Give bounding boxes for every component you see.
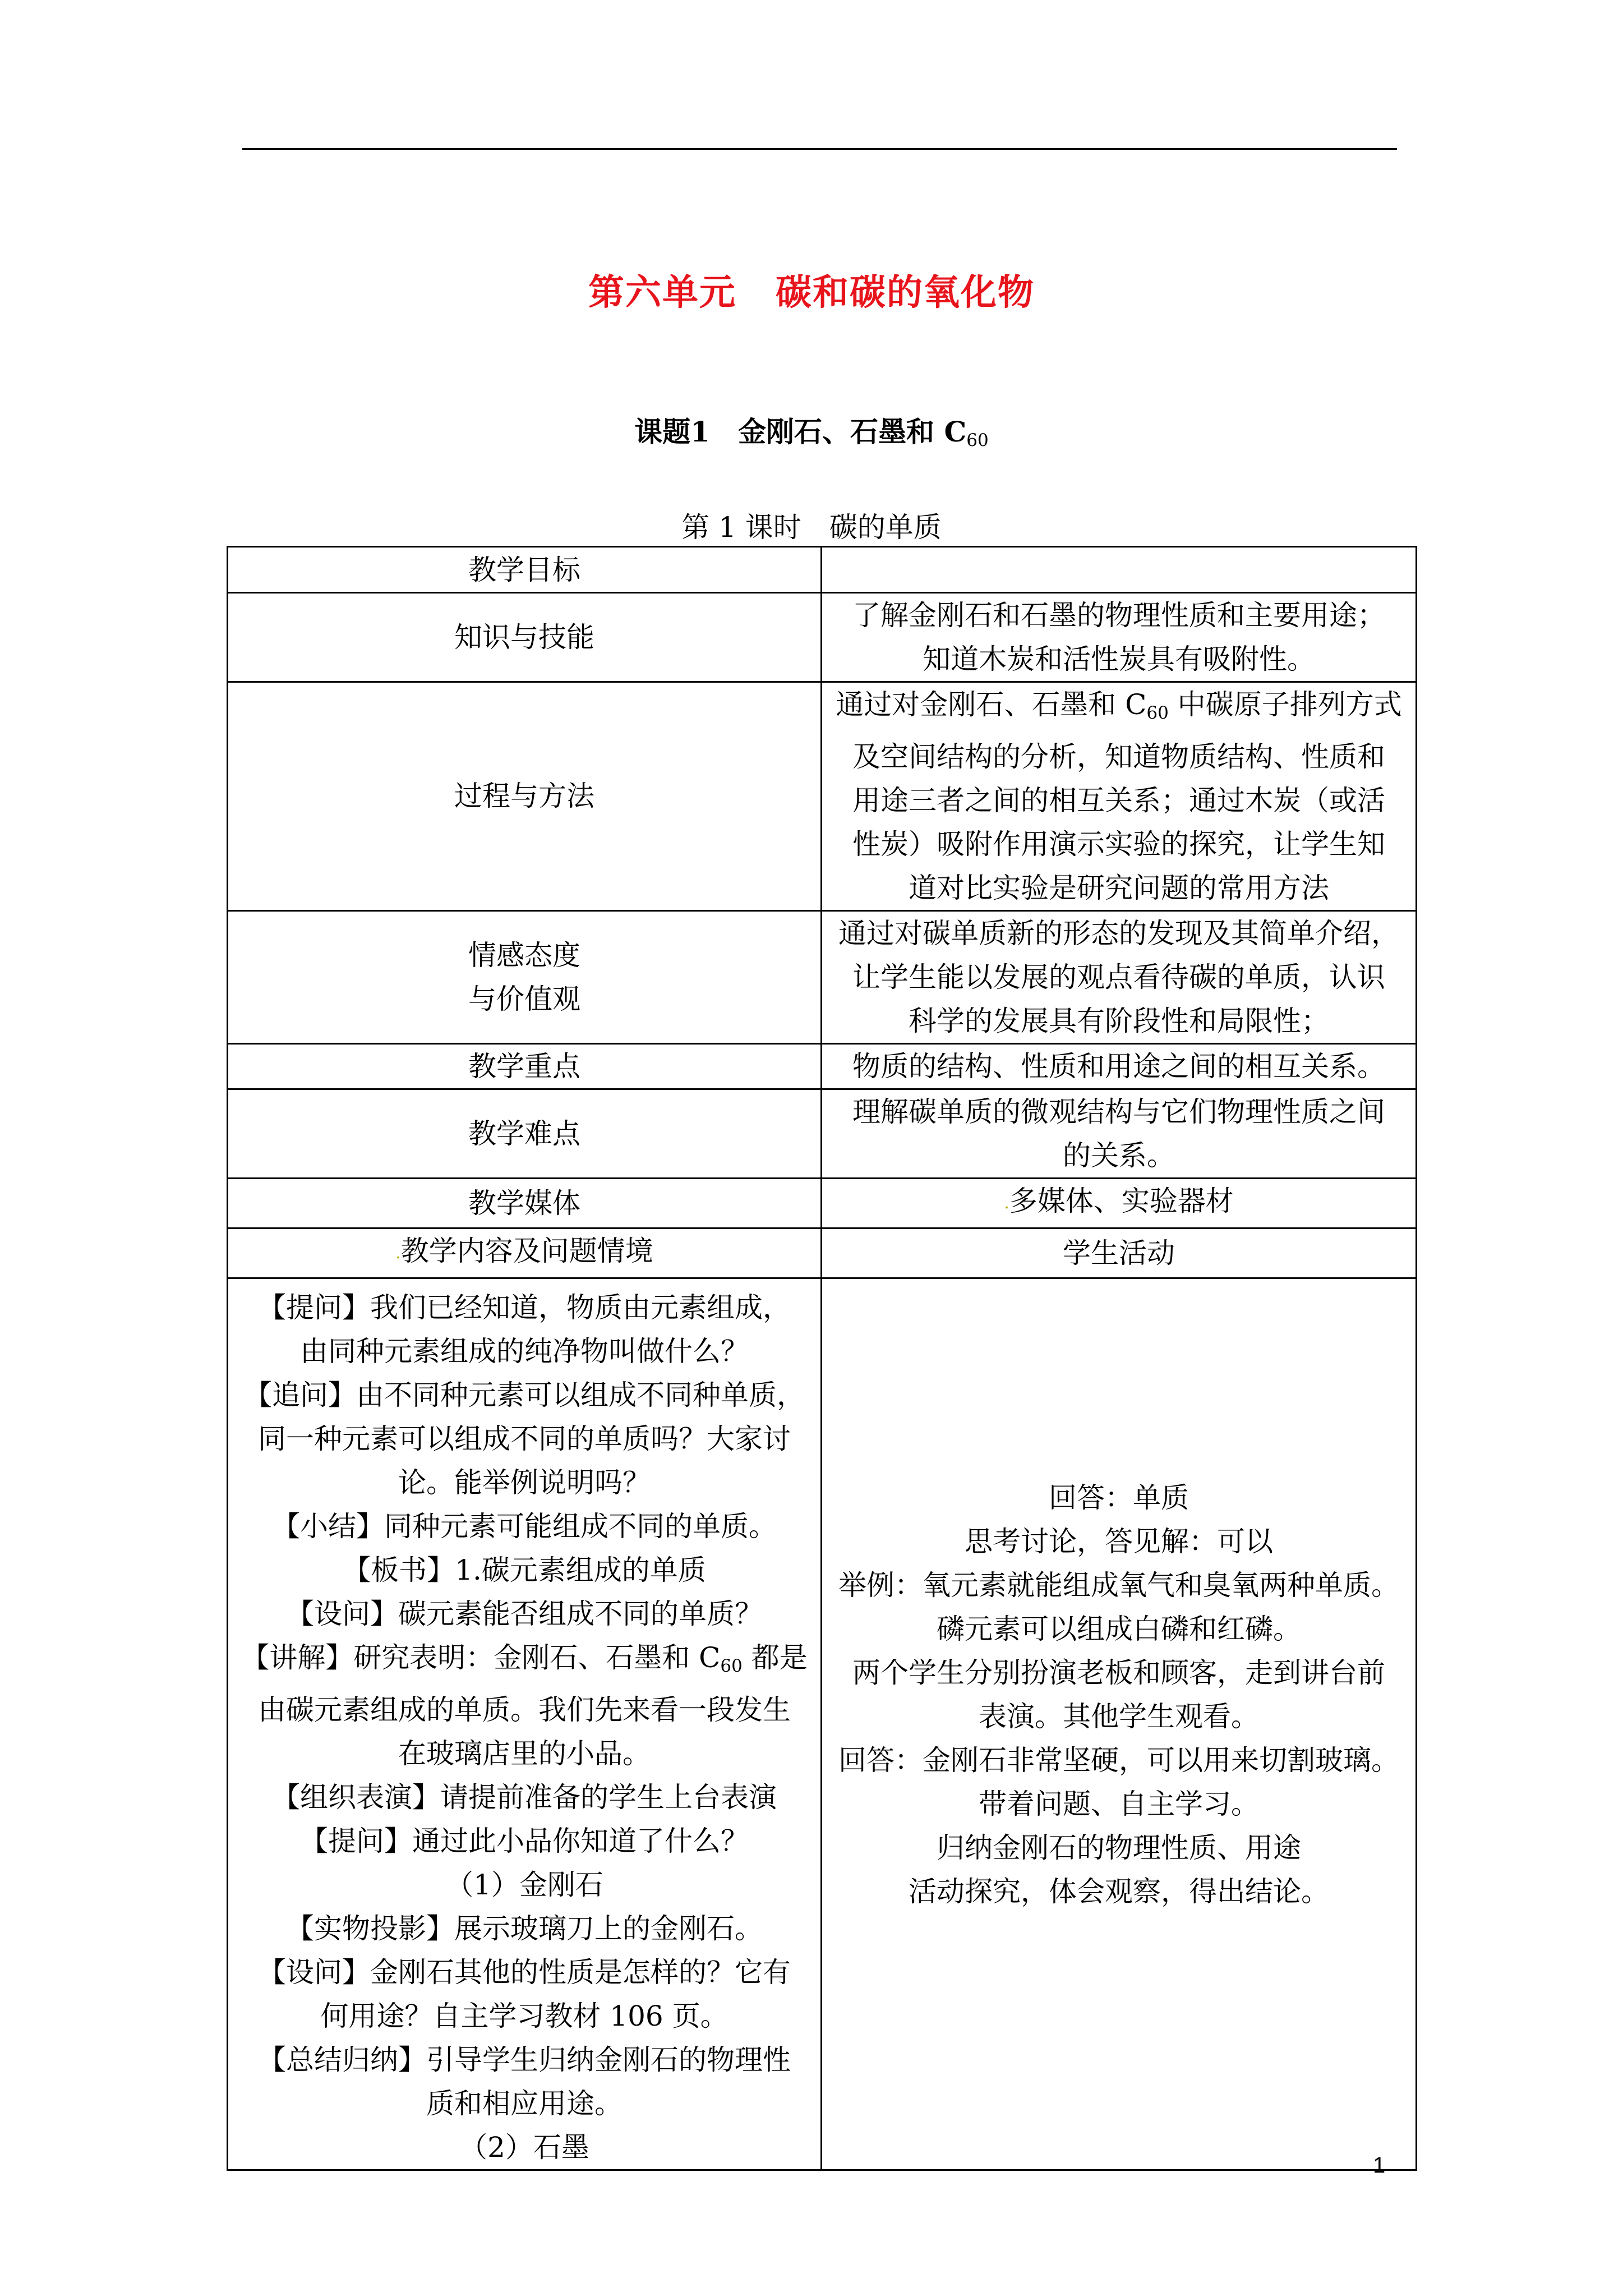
row-label — [228, 910, 822, 1043]
teacher-line-prefix: 【讲解】研究表明：金刚石、石墨和 C — [241, 1641, 721, 1674]
content-line: 理解碳单质的微观结构与它们物理性质之间 — [852, 1095, 1385, 1128]
student-line: 思考讨论，答见解：可以 — [965, 1525, 1273, 1558]
teacher-line: 【板书】1.碳元素组成的单质 — [343, 1553, 706, 1586]
student-line: 表演。其他学生观看。 — [979, 1700, 1259, 1733]
media-text: 多媒体、实验器材 — [1009, 1184, 1234, 1217]
teacher-line: （1）金刚石 — [445, 1868, 603, 1901]
teacher-line: 【追问】由不同种元素可以组成不同种单质， — [244, 1378, 805, 1411]
content-line: 了解金刚石和石墨的物理性质和主要用途； — [852, 599, 1385, 632]
row-content — [822, 1178, 1417, 1228]
content-line: 知道木炭和活性炭具有吸附性。 — [923, 643, 1315, 675]
table-row-activities — [228, 1278, 1417, 2170]
table-row-attitude — [228, 910, 1417, 1043]
content-line: 用途三者之间的相互关系；通过木炭（或活 — [852, 784, 1385, 817]
teacher-line-subscript: 60 — [720, 1655, 743, 1676]
lesson-prefix: 课题1 — [634, 415, 711, 448]
row-label: 教学媒体 — [228, 1178, 822, 1228]
period-heading — [0, 508, 1623, 547]
teacher-line-suffix: 都是 — [742, 1641, 808, 1674]
row-content — [822, 910, 1417, 1043]
decorative-dot: . — [1004, 1193, 1009, 1213]
row-label — [228, 1228, 822, 1278]
content-line: 让学生能以发展的观点看待碳的单质，认识 — [852, 960, 1385, 993]
label-line: 与价值观 — [468, 982, 580, 1015]
row-label: 教学难点 — [228, 1089, 822, 1178]
row-content — [822, 547, 1417, 593]
row-content: 学生活动 — [822, 1228, 1417, 1278]
teacher-line: 【提问】我们已经知道，物质由元素组成， — [258, 1291, 791, 1324]
content-line: 及空间结构的分析，知道物质结构、性质和 — [852, 740, 1385, 773]
teacher-content-cell — [228, 1278, 822, 2170]
unit-number: 第六单元 — [588, 272, 736, 314]
teacher-line: 【设问】金刚石其他的性质是怎样的？它有 — [258, 1955, 791, 1989]
teacher-line: 【实物投影】展示玻璃刀上的金刚石。 — [286, 1912, 763, 1945]
teacher-line: 何用途？自主学习教材 106 页。 — [320, 1999, 728, 2032]
row-label: 教学目标 — [228, 547, 822, 593]
teacher-line: 质和相应用途。 — [426, 2087, 623, 2120]
table-row-media — [228, 1178, 1417, 1228]
decorative-dot: . — [395, 1243, 401, 1263]
table-row-process — [228, 682, 1417, 911]
table-row-knowledge — [228, 593, 1417, 682]
lesson-plan-table — [227, 546, 1417, 2171]
period-topic: 碳的单质 — [829, 511, 942, 544]
teacher-line: （2）石墨 — [459, 2131, 589, 2164]
teacher-line — [238, 1636, 810, 1688]
teacher-line: 【设问】碳元素能否组成不同的单质？ — [286, 1597, 763, 1630]
content-line: 通过对碳单质新的形态的发现及其简单介绍， — [838, 917, 1399, 950]
student-line: 归纳金刚石的物理性质、用途 — [937, 1831, 1301, 1864]
unit-title — [0, 270, 1623, 315]
content-subscript: 60 — [1146, 702, 1169, 723]
teacher-line: 论。能举例说明吗？ — [398, 1466, 651, 1499]
spacer — [832, 1279, 1405, 1476]
row-label: 教学重点 — [228, 1043, 822, 1089]
row-label: 过程与方法 — [228, 682, 822, 911]
header-rule — [242, 148, 1397, 150]
student-line: 举例：氧元素就能组成氧气和臭氧两种单质。 — [838, 1568, 1399, 1602]
student-line: 带着问题、自主学习。 — [979, 1787, 1259, 1820]
content-suffix: 中碳原子排列方式 — [1168, 688, 1402, 721]
row-content — [822, 1089, 1417, 1178]
table-row-section-header — [228, 1228, 1417, 1278]
teacher-line: 同一种元素可以组成不同的单质吗？大家讨 — [258, 1422, 791, 1455]
table-row-key-point — [228, 1043, 1417, 1089]
lesson-name: 金刚石、石墨和 C — [738, 415, 967, 448]
content-line: 道对比实验是研究问题的常用方法 — [909, 871, 1329, 904]
content-prefix: 通过对金刚石、石墨和 C — [836, 688, 1147, 721]
table-row-difficulty — [228, 1089, 1417, 1178]
table-row-goals — [228, 547, 1417, 593]
teacher-line: 在玻璃店里的小品。 — [398, 1737, 651, 1770]
row-content — [822, 593, 1417, 682]
teacher-line: 【组织表演】请提前准备的学生上台表演 — [272, 1780, 777, 1814]
teacher-line: 由碳元素组成的单质。我们先来看一段发生 — [258, 1693, 791, 1726]
lesson-title — [0, 412, 1623, 460]
label-line: 情感态度 — [468, 938, 580, 972]
row-content: 物质的结构、性质和用途之间的相互关系。 — [822, 1043, 1417, 1089]
student-line: 活动探究，体会观察，得出结论。 — [909, 1875, 1329, 1908]
row-content — [822, 682, 1417, 911]
teacher-line: 【提问】通过此小品你知道了什么？ — [300, 1824, 749, 1857]
page-number: 1 — [1373, 2153, 1386, 2178]
teacher-line: 【小结】同种元素可能组成不同的单质。 — [272, 1510, 777, 1543]
teacher-line: 由同种元素组成的纯净物叫做什么？ — [300, 1335, 749, 1368]
unit-name: 碳和碳的氧化物 — [776, 272, 1035, 314]
content-line: 性炭）吸附作用演示实验的探究，让学生知 — [852, 827, 1385, 861]
content-line: 的关系。 — [1063, 1139, 1175, 1172]
teacher-line: 【总结归纳】引导学生归纳金刚石的物理性 — [258, 2043, 791, 2076]
student-line: 回答：金刚石非常坚硬，可以用来切割玻璃。 — [838, 1743, 1399, 1777]
content-line: 科学的发展具有阶段性和局限性； — [909, 1004, 1329, 1037]
period-number: 第 1 课时 — [681, 511, 801, 544]
student-activity-cell — [822, 1278, 1417, 2170]
content-line — [832, 683, 1405, 735]
lesson-name-subscript: 60 — [966, 430, 989, 450]
student-line: 两个学生分别扮演老板和顾客，走到讲台前 — [852, 1656, 1385, 1689]
student-line: 回答：单质 — [1049, 1481, 1189, 1514]
row-label: 知识与技能 — [228, 593, 822, 682]
section-header-left: 教学内容及问题情境 — [400, 1234, 653, 1267]
student-line: 磷元素可以组成白磷和红磷。 — [937, 1612, 1301, 1645]
